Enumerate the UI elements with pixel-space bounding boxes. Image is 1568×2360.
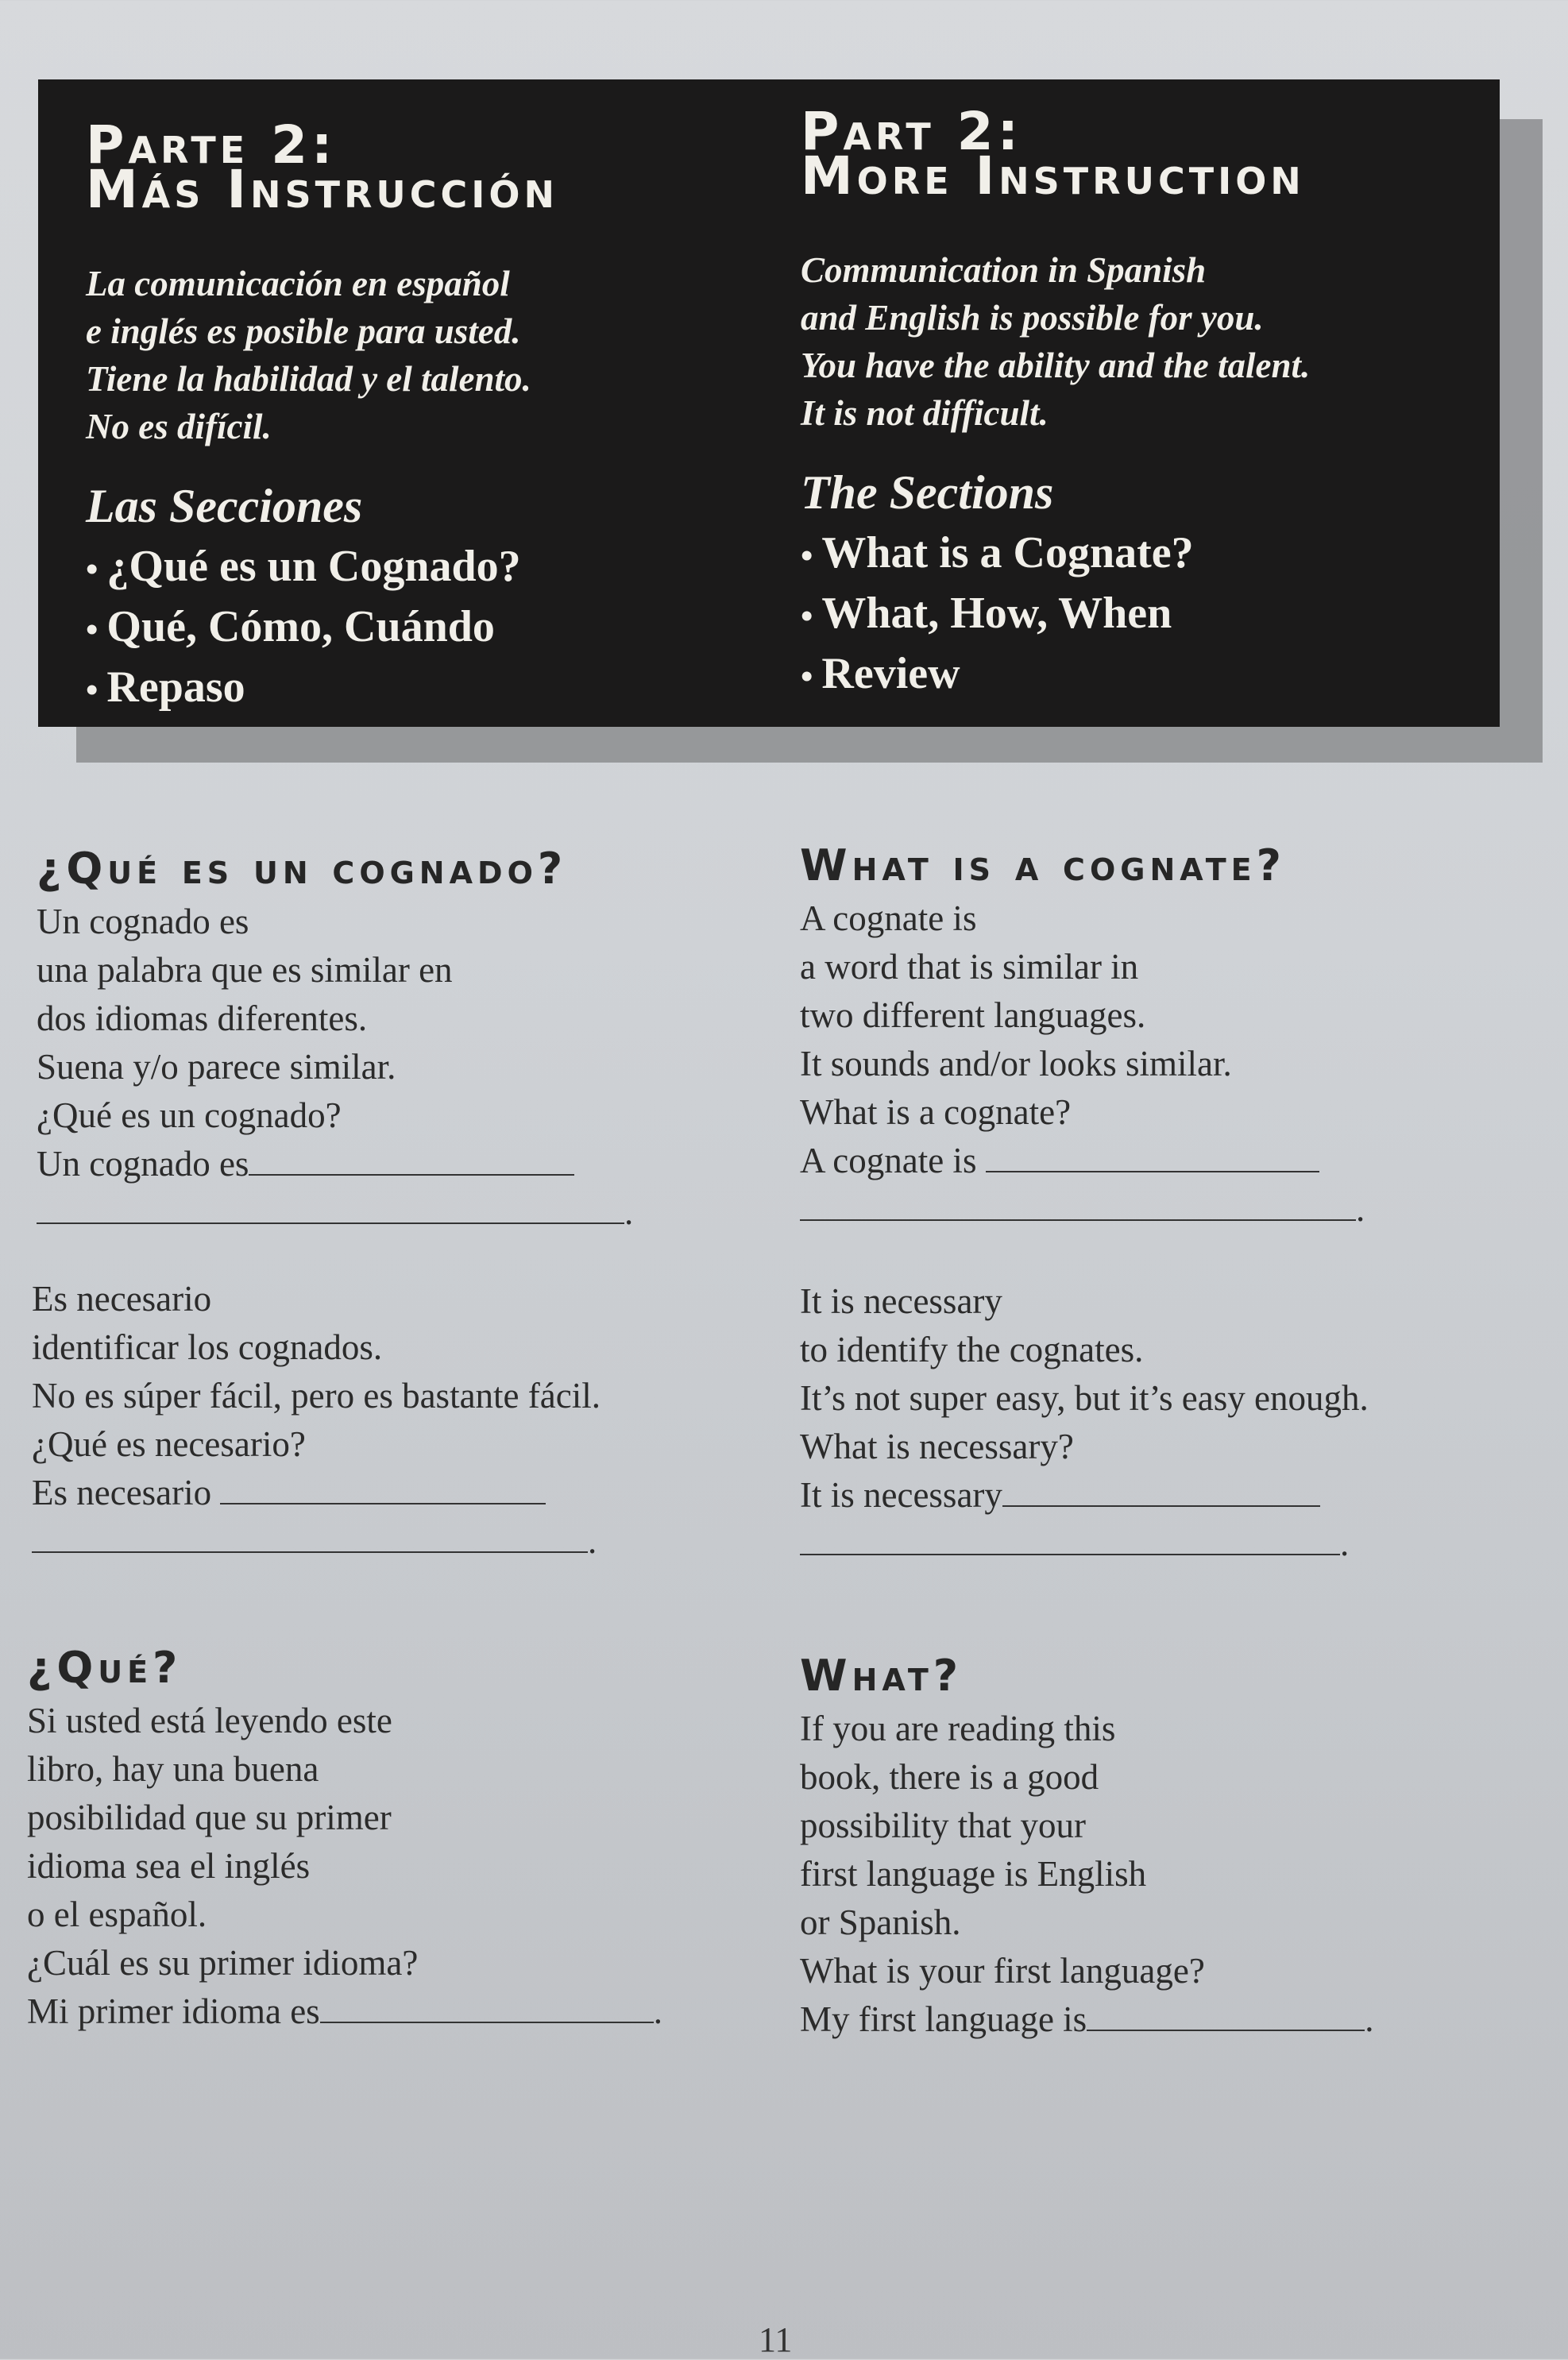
cognate-section-es	[37, 844, 751, 1237]
section-heading: What is a cognate?	[800, 840, 1286, 890]
text-line: A cognate is	[800, 898, 977, 938]
text-line: No es súper fácil, pero es bastante fácil.	[32, 1376, 601, 1416]
prompt-text: Un cognado es	[37, 1144, 249, 1184]
section-item: • Review	[801, 645, 1484, 705]
text-line: What is a cognate?	[800, 1092, 1072, 1132]
text-line: What is necessary?	[800, 1427, 1074, 1466]
intro-line: Tiene la habilidad y el talento.	[86, 359, 531, 399]
text-line: ¿Qué es necesario?	[32, 1424, 306, 1464]
fill-in-line	[800, 1471, 1515, 1520]
prompt-text: It is necessary	[800, 1475, 1002, 1515]
section-item: • What, How, When	[801, 585, 1484, 645]
answer-blank[interactable]	[220, 1471, 546, 1504]
period: .	[624, 1192, 634, 1232]
answer-blank[interactable]	[32, 1520, 588, 1553]
answer-blank[interactable]	[800, 1188, 1356, 1221]
text-line: o el español.	[27, 1895, 207, 1934]
text-line: two different languages.	[800, 995, 1146, 1035]
banner-heading-en-line2: More Instruction	[801, 145, 1305, 207]
answer-blank[interactable]	[1002, 1474, 1320, 1507]
text-line: It is necessary	[800, 1281, 1002, 1321]
prompt-text: Mi primer idioma es	[27, 1991, 320, 2031]
text-line: libro, hay una buena	[27, 1749, 319, 1789]
section-heading: ¿Qué?	[27, 1643, 183, 1693]
text-line: or Spanish.	[800, 1902, 961, 1942]
intro-line: e inglés es posible para usted.	[86, 311, 521, 351]
fill-in-line-continued	[800, 1185, 1515, 1234]
text-line: What is your first language?	[800, 1951, 1205, 1991]
text-line: Un cognado es	[37, 902, 249, 941]
text-line: It sounds and/or looks similar.	[800, 1044, 1232, 1083]
prompt-text: Es necesario	[32, 1473, 212, 1512]
text-line: to identify the cognates.	[800, 1330, 1144, 1369]
text-line: Si usted está leyendo este	[27, 1701, 392, 1740]
text-line: possibility that your	[800, 1806, 1086, 1845]
fill-in-line-continued	[32, 1517, 747, 1566]
answer-blank[interactable]	[1087, 1998, 1365, 2031]
banner-heading-en	[801, 101, 1484, 207]
banner-heading-es-line1: Parte 2:	[86, 114, 337, 176]
prompt-text: A cognate is	[800, 1141, 977, 1180]
text-line: It’s not super easy, but it’s easy enough.	[800, 1378, 1369, 1418]
period: .	[588, 1521, 597, 1561]
text-line: identificar los cognados.	[32, 1327, 383, 1367]
section-heading: What?	[800, 1651, 964, 1701]
intro-line: La comunicación en español	[86, 264, 510, 303]
sections-list-en	[801, 524, 1484, 705]
part2-banner	[38, 79, 1500, 727]
intro-line: and English is possible for you.	[801, 298, 1264, 338]
fill-in-line	[800, 1995, 1515, 2044]
intro-line: Communication in Spanish	[801, 250, 1207, 290]
what-section-es	[27, 1643, 742, 2036]
text-line: idioma sea el inglés	[27, 1846, 311, 1886]
text-line: una palabra que es similar en	[37, 950, 453, 990]
text-line: a word that is similar in	[800, 947, 1139, 987]
banner-heading-es-line2: Más Instrucción	[86, 159, 558, 220]
fill-in-line	[37, 1140, 751, 1188]
text-line: dos idiomas diferentes.	[37, 998, 368, 1038]
what-section-en	[800, 1651, 1515, 2044]
section-heading: ¿Qué es un cognado?	[37, 844, 568, 894]
section-item: • Repaso	[86, 659, 769, 719]
banner-intro-en	[801, 246, 1484, 437]
period: .	[1340, 1524, 1350, 1563]
fill-in-line	[27, 1987, 742, 2036]
banner-english-column	[801, 101, 1484, 705]
intro-line: It is not difficult.	[801, 393, 1049, 433]
answer-blank[interactable]	[320, 1990, 654, 2023]
fill-in-line-continued	[37, 1188, 751, 1237]
page-number: 11	[759, 2320, 793, 2359]
section-item: • Qué, Cómo, Cuándo	[86, 598, 769, 659]
fill-in-line	[800, 1137, 1515, 1185]
section-item: • What is a Cognate?	[801, 524, 1484, 585]
text-line: Es necesario	[32, 1279, 212, 1319]
period: .	[1356, 1189, 1365, 1229]
fill-in-line	[32, 1469, 747, 1517]
answer-blank[interactable]	[249, 1142, 574, 1176]
answer-blank[interactable]	[37, 1191, 624, 1224]
text-line: first language is English	[800, 1854, 1147, 1894]
necessary-section-es	[32, 1275, 747, 1566]
intro-line: No es difícil.	[86, 407, 272, 446]
text-line: If you are reading this	[800, 1709, 1116, 1748]
cognate-section-en	[800, 840, 1515, 1234]
text-line: book, there is a good	[800, 1757, 1099, 1797]
section-item: • ¿Qué es un Cognado?	[86, 538, 769, 598]
text-line: ¿Cuál es su primer idioma?	[27, 1943, 419, 1983]
sections-title-en: The Sections	[801, 466, 1054, 519]
sections-title-es: Las Secciones	[86, 480, 363, 532]
necessary-section-en	[800, 1277, 1515, 1568]
fill-in-line-continued	[800, 1520, 1515, 1568]
period: .	[653, 1991, 662, 2031]
sections-list-es	[86, 538, 769, 719]
period: .	[1365, 1999, 1374, 2039]
banner-heading-en-line1: Part 2:	[801, 101, 1022, 162]
answer-blank[interactable]	[986, 1139, 1319, 1172]
banner-heading-es	[86, 114, 769, 220]
prompt-text: My first language is	[800, 1999, 1087, 2039]
answer-blank[interactable]	[800, 1522, 1340, 1555]
banner-spanish-column	[86, 114, 769, 719]
text-line: ¿Qué es un cognado?	[37, 1095, 342, 1135]
intro-line: You have the ability and the talent.	[801, 346, 1311, 385]
banner-intro-es	[86, 260, 769, 450]
text-line: posibilidad que su primer	[27, 1798, 392, 1837]
text-line: Suena y/o parece similar.	[37, 1047, 396, 1087]
